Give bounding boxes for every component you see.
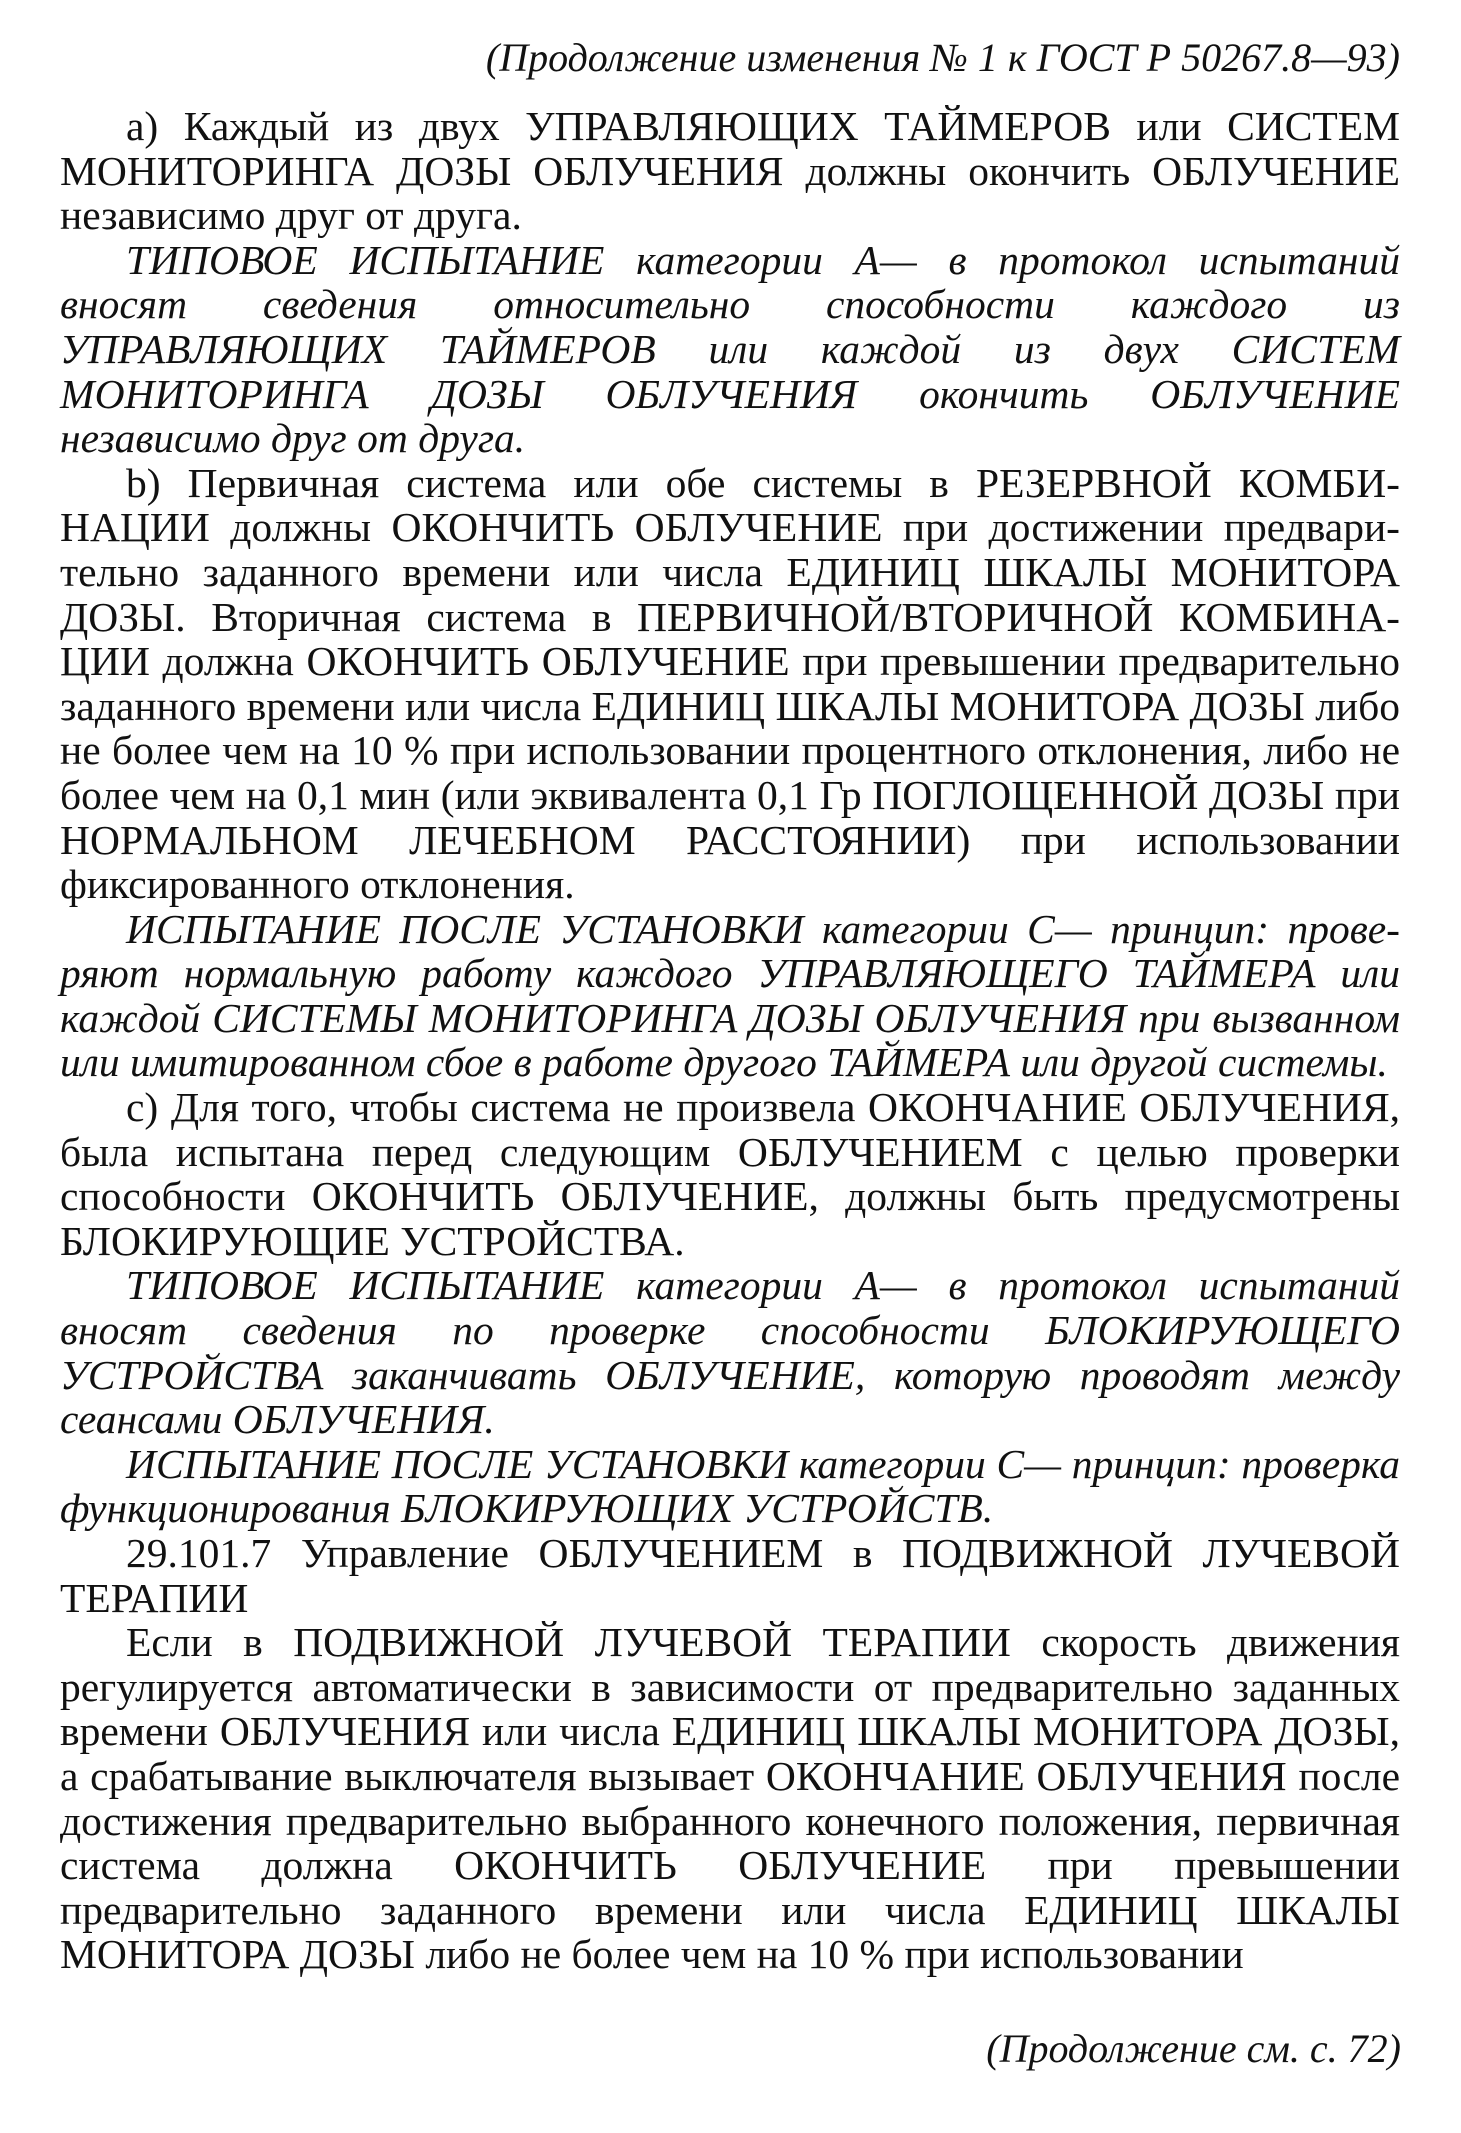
paragraph-type-test-a2: ТИПОВОЕ ИСПЫТАНИЕ категории А— в протокол испытаний вносят сведения по проверке способности БЛОКИРУЮЩЕГО УСТРОЙСТВА заканчивать ОБЛУЧЕНИЕ, которую проводят между сеансами ОБЛУЧЕНИЯ. [60,1262,1400,1443]
paragraph-c: с) Для того, чтобы система не произвела ОКОНЧАНИЕ ОБЛУЧЕНИЯ, была испытана перед следующим ОБЛУЧЕНИЕМ с целью проверки способности ОКОНЧИТЬ ОБЛУЧЕНИЕ, должны быть предусмотрены БЛОКИРУЮЩИЕ УСТРОЙСТВА. [60,1084,1400,1264]
paragraph-install-test-c1: ИСПЫТАНИЕ ПОСЛЕ УСТАНОВКИ категории С— принцип: проверяют нормальную работу каждого УПРАВЛЯЮЩЕГО ТАЙМЕРА или каждой СИСТЕМЫ МОНИТОРИНГА ДОЗЫ ОБЛУЧЕНИЯ при вызванном или имитированном сбое в работе другого ТАЙМЕРА или другой системы. [60,905,1400,1086]
document-page [60,32,1400,1977]
page-header: (Продолжение изменения № 1 к ГОСТ Р 50267.8—93) [485,35,1400,80]
section-heading-29-101-7: 29.101.7 Управление ОБЛУЧЕНИЕМ в ПОДВИЖНОЙ ЛУЧЕВОЙ ТЕРАПИИ [60,1530,1400,1621]
paragraph-b: b) Первичная система или обе системы в РЕЗЕРВНОЙ КОМБИНАЦИИ должны ОКОНЧИТЬ ОБЛУЧЕНИЕ при достижении предварительно заданного времени или числа ЕДИНИЦ ШКАЛЫ МОНИТОРА ДОЗЫ. Вторичная система в ПЕРВИЧНОЙ/ВТОРИЧНОЙ КОМБИНАЦИИ должна ОКОНЧИТЬ ОБЛУЧЕНИЕ при превышении предварительно заданного времени или числа ЕДИНИЦ ШКАЛЫ МОНИТОРА ДОЗЫ либо не более чем на 10 % при использовании процентного отклонения, либо не более чем на 0,1 мин (или эквивалента 0,1 Гр ПОГЛОЩЕННОЙ ДОЗЫ при НОРМАЛЬНОМ ЛЕЧЕБНОМ РАССТОЯНИИ) при использовании фиксированного отклонения. [60,459,1400,908]
page-footer: (Продолжение см. с. 72) [986,2026,1401,2071]
paragraph-install-test-c2: ИСПЫТАНИЕ ПОСЛЕ УСТАНОВКИ категории С— принцип: проверка функционирования БЛОКИРУЮЩИХ УСТРОЙСТВ. [60,1440,1400,1532]
paragraph-a: а) Каждый из двух УПРАВЛЯЮЩИХ ТАЙМЕРОВ или СИСТЕМ МОНИТОРИНГА ДОЗЫ ОБЛУЧЕНИЯ должны окончить ОБЛУЧЕНИЕ независимо друг от друга. [60,103,1400,239]
paragraph-moving-therapy: Если в ПОДВИЖНОЙ ЛУЧЕВОЙ ТЕРАПИИ скорость движения регулируется автоматически в зависимости от предварительно заданных времени ОБЛУЧЕНИЯ или числа ЕДИНИЦ ШКАЛЫ МОНИТОРА ДОЗЫ, а срабатывание выключателя вызывает ОКОНЧАНИЕ ОБЛУЧЕНИЯ после достижения предварительно выбранного конечного положения, первичная система должна ОКОНЧИТЬ ОБЛУЧЕНИЕ при превышении предварительно заданного времени или числа ЕДИНИЦ ШКАЛЫ МОНИТОРА ДОЗЫ либо не более чем на 10 % при использовании [60,1619,1400,1978]
paragraph-type-test-a1: ТИПОВОЕ ИСПЫТАНИЕ категории А— в протокол испытаний вносят сведения относительно способности каждого из УПРАВЛЯЮЩИХ ТАЙМЕРОВ или каждой из двух СИСТЕМ МОНИТОРИНГА ДОЗЫ ОБЛУЧЕНИЯ окончить ОБЛУЧЕНИЕ независимо друг от друга. [60,236,1400,462]
